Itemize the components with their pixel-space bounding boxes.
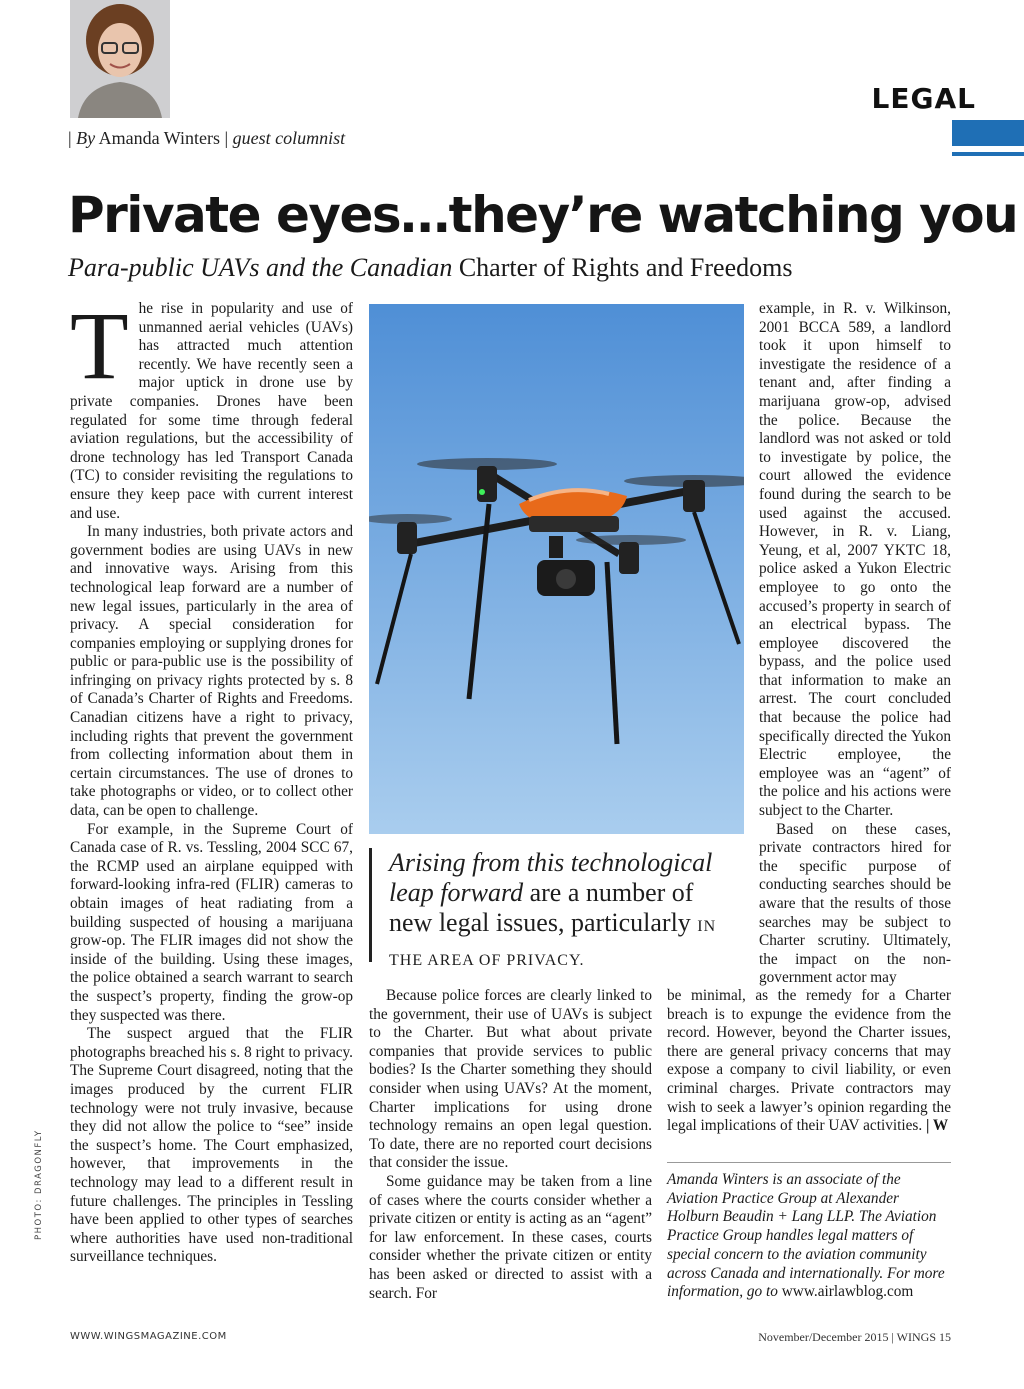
article-column-2 — [369, 987, 652, 1303]
photo-credit: PHOTO: DRAGONFLY — [34, 1129, 44, 1240]
section-label: LEGAL — [871, 82, 976, 115]
end-mark: | W — [922, 1117, 949, 1135]
footer-website: WWW.WINGSMAGAZINE.COM — [70, 1331, 227, 1342]
paragraph: Some guidance may be taken from a line of cases where the courts consider whether a private citizen or entity is acting as an “agent” for law enforcement. In these cases, courts consider whether the private citizen or entity has been asked or directed to assist with a search. For — [369, 1172, 652, 1302]
pullquote-rule — [369, 848, 372, 962]
section-accent-bar — [952, 120, 1024, 146]
drop-cap: T — [70, 292, 129, 399]
paragraph: he rise in popularity and use of unmanned aerial vehicles (UAVs) has attracted much attention recently. We have recently seen a major uptick in drone use by private companies. Drones have been regulated for some time through federal aviation regulations, but the accessibility of drone technology has led Transport Canada (TC) to consider revisiting the regulations to ensure they keep pace with current interest and use. — [70, 300, 353, 522]
drone-photo — [369, 304, 744, 834]
bio-link[interactable]: www.airlawblog.com — [777, 1283, 914, 1301]
author-role: guest columnist — [232, 128, 346, 148]
author-photo — [70, 0, 170, 118]
byline: | By Amanda Winters | guest columnist — [68, 128, 346, 148]
headline: Private eyes…they’re watching you — [68, 186, 1018, 244]
paragraph: be minimal, as the remedy for a Charter breach is to expunge the evidence from the record. However, beyond the Charter issues, there are general privacy concerns that may expose a company to civil liability, or even criminal charges. Private contractors may wish to seek a lawyer’s opinion regarding the legal implications of their UAV activities. | W — [667, 987, 951, 1135]
author-bio: Amanda Winters is an associate of the Aviation Practice Group at Alexander Holburn Beaudin + Lang LLP. The Aviation Practice Group handles legal matters of special concern to the aviation community across Canada and internationally. For more information, go to www.airlawblog.com — [667, 1171, 945, 1301]
article-column-3-continued — [667, 987, 951, 1136]
author-name: Amanda Winters — [98, 128, 221, 148]
section-accent-rule — [952, 152, 1024, 156]
article-column-1 — [70, 292, 353, 1267]
paragraph: The suspect argued that the FLIR photographs breached his s. 8 right to privacy. The Supreme Court disagreed, noting that the images produced by the current FLIR technology were not truly invasive, because they did not allow the police to “see” inside the suspect’s home. The Court emphasized, however, that improvements in the technology may lead to a different result in future challenges. The principles in Tessling have been applied to other types of searches where authorities have used non-traditional surveillance techniques. — [70, 1025, 353, 1266]
article-column-3 — [759, 300, 951, 988]
paragraph: In many industries, both private actors and government bodies are using UAVs in new and innovative ways. Arising from this technological leap forward are a number of new legal issues, particularly in the area of privacy. A special consideration for companies employing or supplying drones for public or para-public use is the possibility of infringing on privacy rights protected by s. 8 of Canada’s Charter of Rights and Freedoms. Canadian citizens have a right to privacy, including rights that prevent the government from collecting information about them in certain circumstances. The use of drones to take photographs or video, or to collect other data, can be open to challenge. — [70, 523, 353, 820]
paragraph: Because police forces are clearly linked to the government, their use of UAVs is subject to the Charter. But what about private companies that provide services to public bodies? Is the Charter something they should consider when using UAVs? At the moment, Charter implications for using drone technology remains an open legal question. To date, there are no reported court decisions that consider the issue. — [369, 987, 652, 1172]
footer-issue: November/December 2015 | WINGS 15 — [758, 1330, 951, 1344]
paragraph: example, in R. v. Wilkinson, 2001 BCCA 589, a landlord took it upon himself to investigate the residence of a tenant and, after finding a marijuana grow-op, advised the police. Because the landlord was not asked or told to investigate by police, the court allowed the evidence found during the search to be used against the accused. However, in R. v. Liang, Yeung, et al, 2007 YKTC 18, police asked a Yukon Electric employee to go onto the accused’s property in search of an electrical bypass. The employee discovered the bypass, and the police used that information to make an arrest. The court concluded that because the police had specifically directed the Yukon Electric employee, the employee was an “agent” of the police and his actions were subject to the Charter. — [759, 300, 951, 820]
bio-divider — [667, 1162, 951, 1163]
deck: Para-public UAVs and the Canadian Charter of Rights and Freedoms — [68, 253, 793, 282]
paragraph: For example, in the Supreme Court of Canada case of R. vs. Tessling, 2004 SCC 67, the RCMP used an airplane equipped with forward-looking infra-red (FLIR) cameras to obtain images of heat radiating from a building suspected of housing a marijuana grow-op. The FLIR images did not show the inside of the building. Using these images, the police obtained a search warrant to search the suspect’s property, finding the grow-op they suspected was there. — [70, 820, 353, 1024]
pullquote: Arising from this technological leap forward are a number of new legal issues, particularly IN THE AREA OF PRIVACY. — [389, 848, 717, 969]
paragraph: Based on these cases, private contractors hired for the specific purpose of conducting searches should be aware that the results of those searches may be subject to Charter scrutiny. Ultimately, the impact on the non-government actor may — [759, 820, 951, 987]
